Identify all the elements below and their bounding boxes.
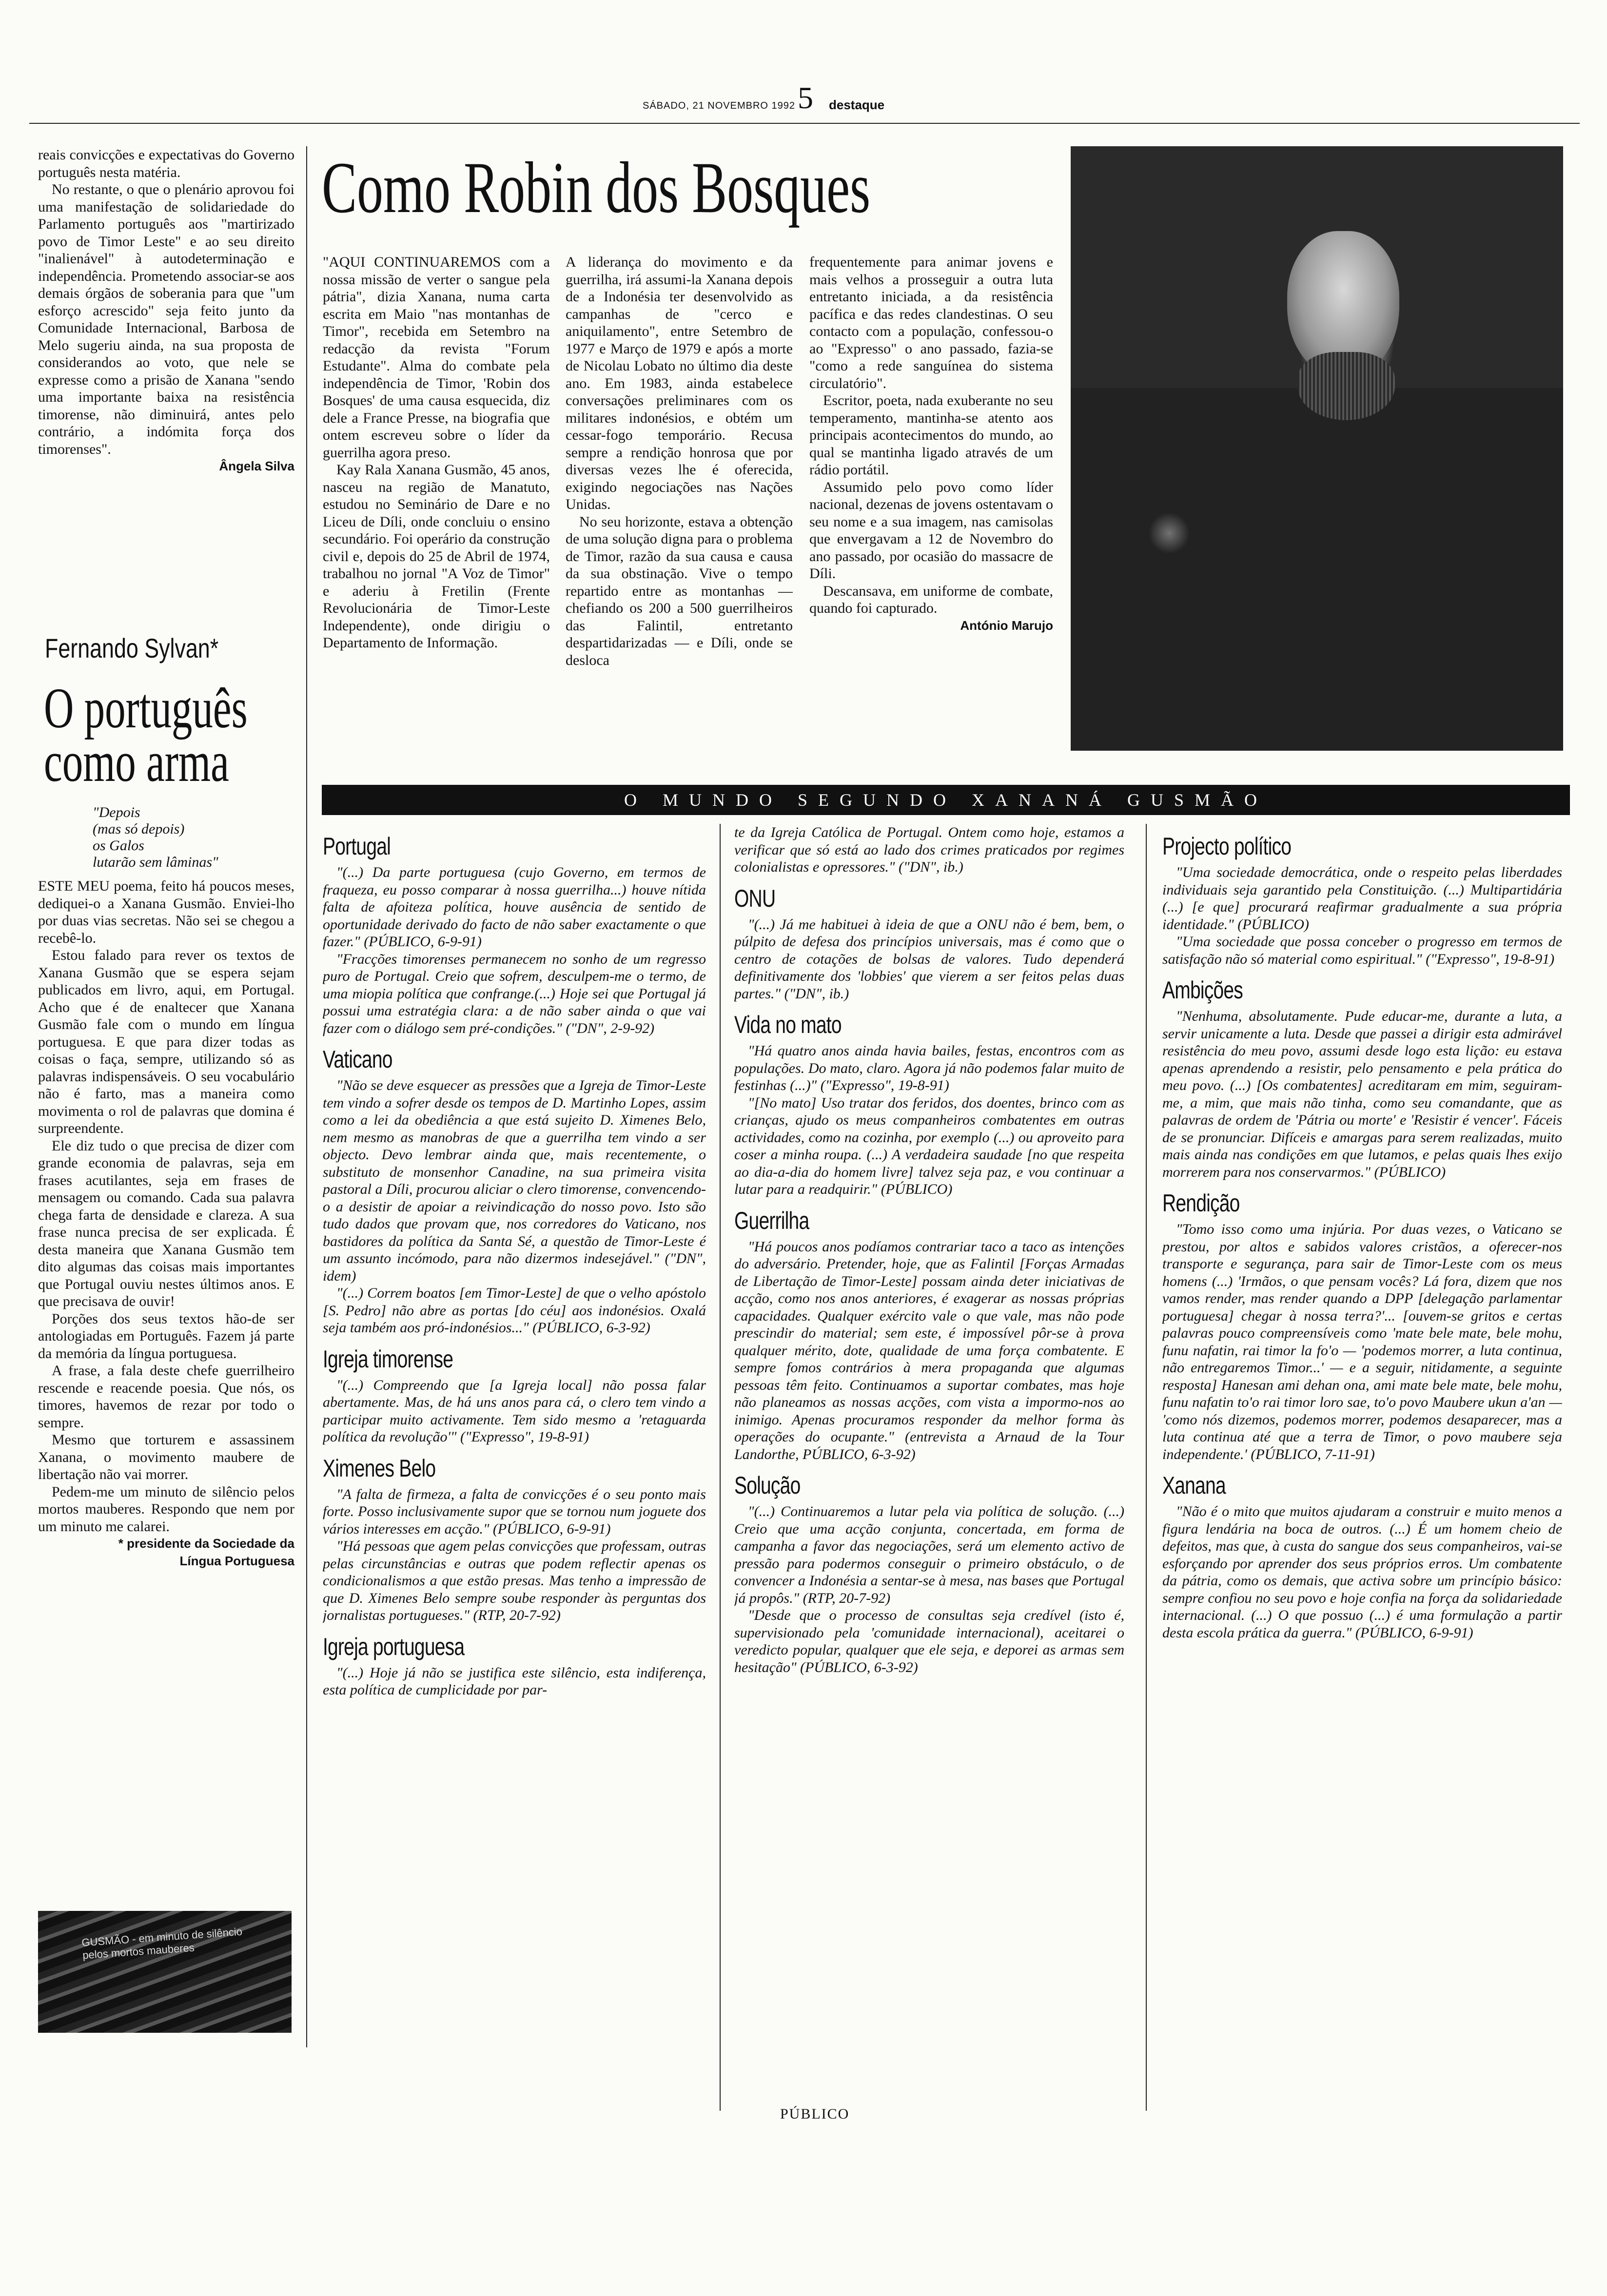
- section-heading: Xanana: [1162, 1472, 1226, 1499]
- left-top-article: [38, 146, 294, 614]
- quote-paragraph: "Há quatro anos ainda havia bailes, festas, encontros com as populações. Do mato, claro. Agora já não podemos falar muito de festinhas (...)" ("Expresso", 19-8-91): [734, 1043, 1124, 1093]
- quote-paragraph: "Há pessoas que agem pelas convicções que professam, outras pelas circunstâncias e outras que podem reflectir apenas os condicionalismos a que estão presas. Mas tenho a impressão de que D. Ximenes Belo sempre soube responder às perguntas dos jornalistas portugueses." (RTP, 20-7-92): [323, 1538, 706, 1623]
- quotes-col-2: [734, 824, 1124, 2091]
- paragraph: Kay Rala Xanana Gusmão, 45 anos, nasceu na região de Manatuto, estudou no Seminário de Dare e no Liceu de Díli, onde concluiu o ensino secundário. Foi operário da construção civil e, depois do 25 de Abril de 1974, trabalhou no jornal "A Voz de Timor" e aderiu à Fretilin (Frente Revolucionária de Timor-Leste Independente), onde dirigiu o Departamento de Informação.: [323, 462, 550, 651]
- opinion-title-line1: O português: [44, 676, 248, 740]
- quote-paragraph: "A falta de firmeza, a falta de convicções é o seu ponto mais forte. Posso inclusivamente supor que se tornou num joguete dos vários interesses em acção." (PÚBLICO, 6-9-91): [323, 1486, 706, 1537]
- quote-paragraph: "(...) Da parte portuguesa (cujo Governo, em termos de fraqueza, eu posso comparar à nossa guerrilha...) houve nítida falta de afoiteza política, houve ausência de sentido de oportunidade derivado do facto de não saber exactamente o que fazer." (PÚBLICO, 6-9-91): [323, 864, 706, 950]
- quote-paragraph: "Uma sociedade que possa conceber o progresso em termos de satisfação não só material como espiritual." ("Expresso", 19-8-91): [1162, 934, 1562, 967]
- header-date: SÁBADO, 21 NOVEMBRO 1992: [643, 100, 796, 111]
- page-number: 5: [798, 80, 813, 115]
- quote-paragraph: "Uma sociedade democrática, onde o respeito pelas liberdades individuais seja garantido pela Constituição. (...) Multipartidária (...) [e que] procurará reafirmar gradualmente a sua própria identidade." (PÚBLICO): [1162, 864, 1562, 933]
- paragraph: frequentemente para animar jovens e mais velhos a prosseguir a outra luta entretanto iniciada, a da resistência pacífica e das redes clandestinas. O seu contacto com a população, confessou-o ao "Expresso" o ano passado, fazia-se "como a rede sanguínea do sistema circulatório".: [809, 254, 1053, 391]
- column-rule: [720, 824, 721, 2111]
- section-heading: Vida no mato: [734, 1011, 842, 1038]
- quote-paragraph: "Fracções timorenses permanecem no sonho de um regresso puro de Portugal. Creio que sofrem, desculpem-me o termo, de uma miopia política que confrange.(...) Hoje sei que Portugal já possui uma estratégia clara: a de não saber ainda o que vai fazer com o diálogo sem pré-condições." ("DN", 2-9-92): [323, 951, 706, 1036]
- column-rule: [1146, 824, 1147, 2111]
- main-col-1: [323, 253, 550, 760]
- quote-paragraph: te da Igreja Católica de Portugal. Ontem como hoje, estamos a verificar que só está ao lado dos crimes praticados por regimes colonialistas e opressores." ("DN", ib.): [734, 824, 1124, 875]
- section-heading: Projecto político: [1162, 833, 1292, 860]
- quote-paragraph: "(...) Correm boatos [em Timor-Leste] de que o velho apóstolo [S. Pedro] não abre as portas [do céu] aos indonésios. Oxalá seja também aos pró-indonésios..." (PÚBLICO, 6-3-92): [323, 1285, 706, 1336]
- opinion-author: Fernando Sylvan*: [45, 633, 219, 663]
- beard-shape: [1297, 352, 1395, 420]
- section-heading: Solução: [734, 1472, 801, 1499]
- opinion-body: [38, 877, 294, 1828]
- quote-paragraph: "Não é o mito que muitos ajudaram a construir e muito menos a figura lendária na boca de outros. (...) É um homem cheio de defeitos, mas que, à custa do sangue dos seus companheiros, vai-se esforçando por aprender dos seus próprios erros. Um combatente da pátria, como os demais, que activa sobre um princípio básico: sempre confiou no seu povo e hoje confia na força da solidariedade internacional. (...) O que possuo (...) é uma formulação a partir desta escola prática da guerra." (PÚBLICO, 6-9-91): [1162, 1503, 1562, 1641]
- epigraph-line: os Galos: [93, 837, 144, 854]
- paragraph: A liderança do movimento e da guerrilha, irá assumi-la Xanana depois de a Indonésia ter desenvolvido as campanhas de "cerco e aniquilamento", entre Setembro de 1977 e Março de 1979 e após a morte de Nicolau Lobato no último dia deste ano. Em 1983, ainda estabelece conversações preliminares com os militares indonésios, e obtém um cessar-fogo temporário. Recusa sempre a rendição honrosa que por diversas vezes lhe é oferecida, exigindo negociações nas Nações Unidas.: [566, 254, 793, 512]
- section-heading: Igreja timorense: [323, 1345, 453, 1373]
- opinion-title-line2: como arma: [44, 730, 229, 794]
- quote-paragraph: "[No mato] Uso tratar dos feridos, dos doentes, brinco com as crianças, ajudo os meus companheiros combatentes em outras actividades, como na cozinha, por exemplo (...) ou aproveito para coser a minha roupa. (...) A verdadeira saudade [no que respeita ao dia-a-dia do homem livre] talvez seja paz, e vou continuar a lutar para a readquirir." (PÚBLICO): [734, 1094, 1124, 1197]
- section-heading: Vaticano: [323, 1046, 392, 1073]
- main-col-2: [566, 253, 793, 760]
- paragraph: ESTE MEU poema, feito há poucos meses, dediquei-o a Xanana Gusmão. Enviei-lho por duas vias secretas. Não sei se chegou a recebê-lo.: [38, 878, 294, 946]
- byline: António Marujo: [960, 618, 1053, 633]
- epigraph-line: lutarão sem lâminas": [93, 854, 218, 870]
- header-rule: [29, 123, 1580, 124]
- opinion-photo: [38, 1911, 292, 2033]
- column-rule: [306, 146, 307, 2047]
- photo-caption-text: GUSMÃO - em minuto de silêncio pelos mortos mauberes: [81, 1925, 243, 1962]
- quote-paragraph: "Nenhuma, absolutamente. Pude educar-me, durante a luta, a servir unicamente a luta. Desde que passei a dirigir esta admirável resistência do meu povo, assumi desde logo esta lição: eu estava apenas aprendendo a resistir, pelo pensamento e pela prática do meu povo. (...) [Os combatentes] acreditaram em mim, seguiram-me, a mim, que mais não tinha, como seu comandante, que as palavras de ordem de 'Pátria ou morte' e 'Resistir é vencer'. Fáceis de se pronunciar. Difíceis e amargas para serem realizadas, muito mais ainda nas condições em que lutamos, e pelas quais lhes exijo morrerem para nos conservarmos." (PÚBLICO): [1162, 1008, 1562, 1180]
- section-heading: ONU: [734, 884, 776, 912]
- section-heading: Igreja portuguesa: [323, 1633, 465, 1660]
- paragraph: Porções dos seus textos hão-de ser antologiadas em Português. Fazem já parte da memória da língua portuguesa.: [38, 1310, 294, 1362]
- footer-logo: PÚBLICO: [780, 2106, 850, 2122]
- quote-paragraph: "Desde que o processo de consultas seja credível (isto é, supervisionado pela 'comunidade internacional), aceitarei o veredicto popular, qualquer que ele seja, e deporei as armas sem hesitação" (PÚBLICO, 6-3-92): [734, 1607, 1124, 1675]
- section-heading: Ambições: [1162, 976, 1243, 1004]
- byline: Ângela Silva: [219, 459, 294, 473]
- paragraph: Escritor, poeta, nada exuberante no seu temperamento, mantinha-se atento aos principais acontecimentos do mundo, ao qual se mantinha ligado através de um rádio portátil.: [809, 392, 1053, 478]
- quote-paragraph: "Tomo isso como uma injúria. Por duas vezes, o Vaticano se prestou, por altos e sabidos valores cristãos, a oferecer-nos transporte e segurança, para sair de Timor-Leste com os meus homens (...) 'Irmãos, o que pensam vocês? Lá fora, dizem que nos vamos render, mas render quando a DPP [delegação parlamentar portuguesa] chegar à nossa terra?'... [ouvem-se gritos e certas palavras pouco compreensíveis como 'mate bele mate, bele mohu, funu nafatin, rai timor la fo'o — 'podemos morrer, a luta continua, não entregaremos Timor...' — e a seguir, nitidamente, a seguinte resposta] Hanesan ami dehan ona, ami mate bele mate, bele mohu, funu nafatin to'o rai timor loro sae, to'o povo Maubere ukun a'an — 'como nós dizemos, podemos morrer, podemos desaparecer, mas a luta continua até que a terra de Timor, o povo maubere seja independente.' (PÚBLICO, 7-11-91): [1162, 1221, 1562, 1462]
- paragraph: Ele diz tudo o que precisa de dizer com grande economia de palavras, seja em frases acutilantes, seja em frases de mensagem ou comando. Cada sua palavra chega farta de densidade e clareza. A sua frase nunca precisa de ser explicada. É desta maneira que Xanana Gusmão tem dito algumas das coisas mais importantes que Portugal ouviu nestes últimos anos. E que precisava de ouvir!: [38, 1137, 294, 1309]
- quote-paragraph: "(...) Hoje já não se justifica este silêncio, esta indiferença, esta política de cumplicidade por par-: [323, 1664, 706, 1698]
- paragraph: Assumido pelo povo como líder nacional, dezenas de jovens ostentavam o seu nome e a sua imagem, nas camisolas que envergavam a 12 de Novembro do ano passado, por ocasião do massacre de Díli.: [809, 479, 1053, 582]
- xanana-portrait-photo: [1071, 146, 1563, 751]
- section-heading: Rendição: [1162, 1189, 1240, 1217]
- epigraph-line: (mas só depois): [93, 821, 185, 837]
- paragraph: reais convicções e expectativas do Governo português nesta matéria.: [38, 147, 294, 180]
- paragraph: Mesmo que torturem e assassinem Xanana, o movimento maubere de libertação não vai morrer.: [38, 1432, 294, 1482]
- paragraph: Pedem-me um minuto de silêncio pelos mortos mauberes. Respondo que nem por um minuto me calarei.: [38, 1483, 294, 1535]
- paragraph: No restante, o que o plenário aprovou foi uma manifestação de solidariedade do Parlamento português aos "martirizado povo de Timor Leste" e ao seu direito "inalienável" à autodeterminação e independência. Prometendo associar-se aos demais órgãos de soberania para que "um esforço acrescido" seja feito junto da Comunidade Internacional, Barbosa de Melo sugeriu ainda, na sua proposta de considerandos ao voto, que nele se expresse como a prisão de Xanana "sendo uma importante baixa na resistência timorense, não diminuirá, antes pelo contrário, a indómita força dos timorenses".: [38, 181, 294, 457]
- paragraph: "AQUI CONTINUAREMOS com a nossa missão de verter o sangue pela pátria", dizia Xanana, numa carta escrita em Maio "nas montanhas de Timor", recebida em Setembro na redacção da revista "Forum Estudante". Alma do combate pela independência de Timor, 'Robin dos Bosques' de uma causa esquecida, diz dele a France Presse, na biografia que ontem escreveu sobre o líder da guerrilha agora preso.: [323, 254, 550, 461]
- section-heading: Portugal: [323, 833, 391, 860]
- main-col-3: [809, 253, 1053, 760]
- camouflage-pattern: [1071, 388, 1563, 751]
- quotes-col-1: [323, 824, 706, 2140]
- paragraph: No seu horizonte, estava a obtenção de uma solução digna para o problema de Timor, razão da sua causa e causa da sua obstinação. Vive o tempo repartido entre as montanhas — chefiando os 200 a 500 guerrilheiros das Falintil, entretanto despartidarizadas — e Díli, onde se desloca: [566, 513, 793, 668]
- paragraph: A frase, a fala deste chefe guerrilheiro rescende e reacende poesia. Que nós, os timores, havemos de rezar por todo o sempre.: [38, 1362, 294, 1431]
- quotes-col-3: [1162, 824, 1562, 2140]
- main-headline: Como Robin dos Bosques: [322, 147, 871, 228]
- opinion-epigraph: [93, 804, 288, 871]
- section-heading: Ximenes Belo: [323, 1454, 436, 1482]
- section-heading: Guerrilha: [734, 1206, 809, 1234]
- paragraph: Estou falado para rever os textos de Xanana Gusmão que se espera sejam publicados em livro, aqui, em Portugal. Acho que é de enaltecer que Xanana Gusmão fale com o mundo em língua portuguesa. E que para dizer todas as coisas o faça, sempre, utilizando só as palavras indispensáveis. O seu vocabulário não é farto, mas a maneira como movimenta o rol de palavras que domina é surpreendente.: [38, 947, 294, 1136]
- author-footnote-1: * presidente da Sociedade da: [118, 1536, 294, 1551]
- epigraph-line: "Depois: [93, 804, 140, 820]
- section-name: destaque: [829, 97, 885, 112]
- quote-paragraph: "Não se deve esquecer as pressões que a Igreja de Timor-Leste tem vindo a sofrer desde os tempos de D. Martinho Lopes, assim como a lei da obediência a que está sujeito D. Ximenes Belo, nem mesmo as manobras de que a guerrilha tem vindo a ser objecto. Devo lembrar ainda que, mais recentemente, o substituto de monsenhor Canadine, na sua primeira visita pastoral a Díli, procurou aliciar o clero timorense, convencendo-o a desistir de apoiar a reivindicação do nosso povo. Isto são tudo dados que provam que, nos corredores do Vaticano, nos bastidores da política da Santa Sé, a questão de Timor-Leste é um assunto incómodo, para não dizermos indesejável." ("DN", idem): [323, 1077, 706, 1284]
- author-footnote-2: Língua Portuguesa: [179, 1553, 294, 1568]
- paragraph: Descansava, em uniforme de combate, quando foi capturado.: [809, 583, 1053, 616]
- quote-paragraph: "(...) Continuaremos a lutar pela via política de solução. (...) Creio que uma acção conjunta, concertada, em forma de campanha a favor das negociações, será um elemento activo de pressão para podermos conseguir o primeiro obstáculo, o de convencer a Indonésia a sentar-se à mesa, nas bases que Portugal já propôs." (RTP, 20-7-92): [734, 1503, 1124, 1606]
- quote-paragraph: "(...) Já me habituei à ideia de que a ONU não é bem, bem, o púlpito de defesa dos princípios universais, mas é como que o centro de cotações de bolsas de valores. Tudo dependerá definitivamente dos 'lobbies' que vierem a ser feitos pelas duas partes." ("DN", ib.): [734, 916, 1124, 1002]
- quote-paragraph: "(...) Compreendo que [a Igreja local] não possa falar abertamente. Mas, de há uns anos para cá, o clero tem vindo a participar muito activamente. Tem sido mesmo a 'retaguarda política da revolução'" ("Expresso", 19-8-91): [323, 1377, 706, 1445]
- quote-paragraph: "Há poucos anos podíamos contrariar taco a taco as intenções do adversário. Pretender, hoje, que as Falintil [Forças Armadas de Libertação de Timor-Leste] possam ainda deter iniciativas de acção, como nos anos anteriores, é exagerar as nossas próprias capacidades. Qualquer exército vale o que vale, mas não pode prescindir do material; sem este, é impossível pôr-se à prova qualquer mérito, dote, qualidade de uma força combatente. E sempre fomos contrários à mera propaganda que algumas pessoas têm feito. Continuamos a suportar combates, mas hoje não planeamos as nossas acções, com vista a impormo-nos ao inimigo. Apenas procuramos responder da melhor forma às operações do ocupante." (entrevista a Arnaud de la Tour Landorthe, PÚBLICO, 6-3-92): [734, 1238, 1124, 1462]
- section-banner: O MUNDO SEGUNDO XANANÁ GUSMÃO: [322, 785, 1570, 815]
